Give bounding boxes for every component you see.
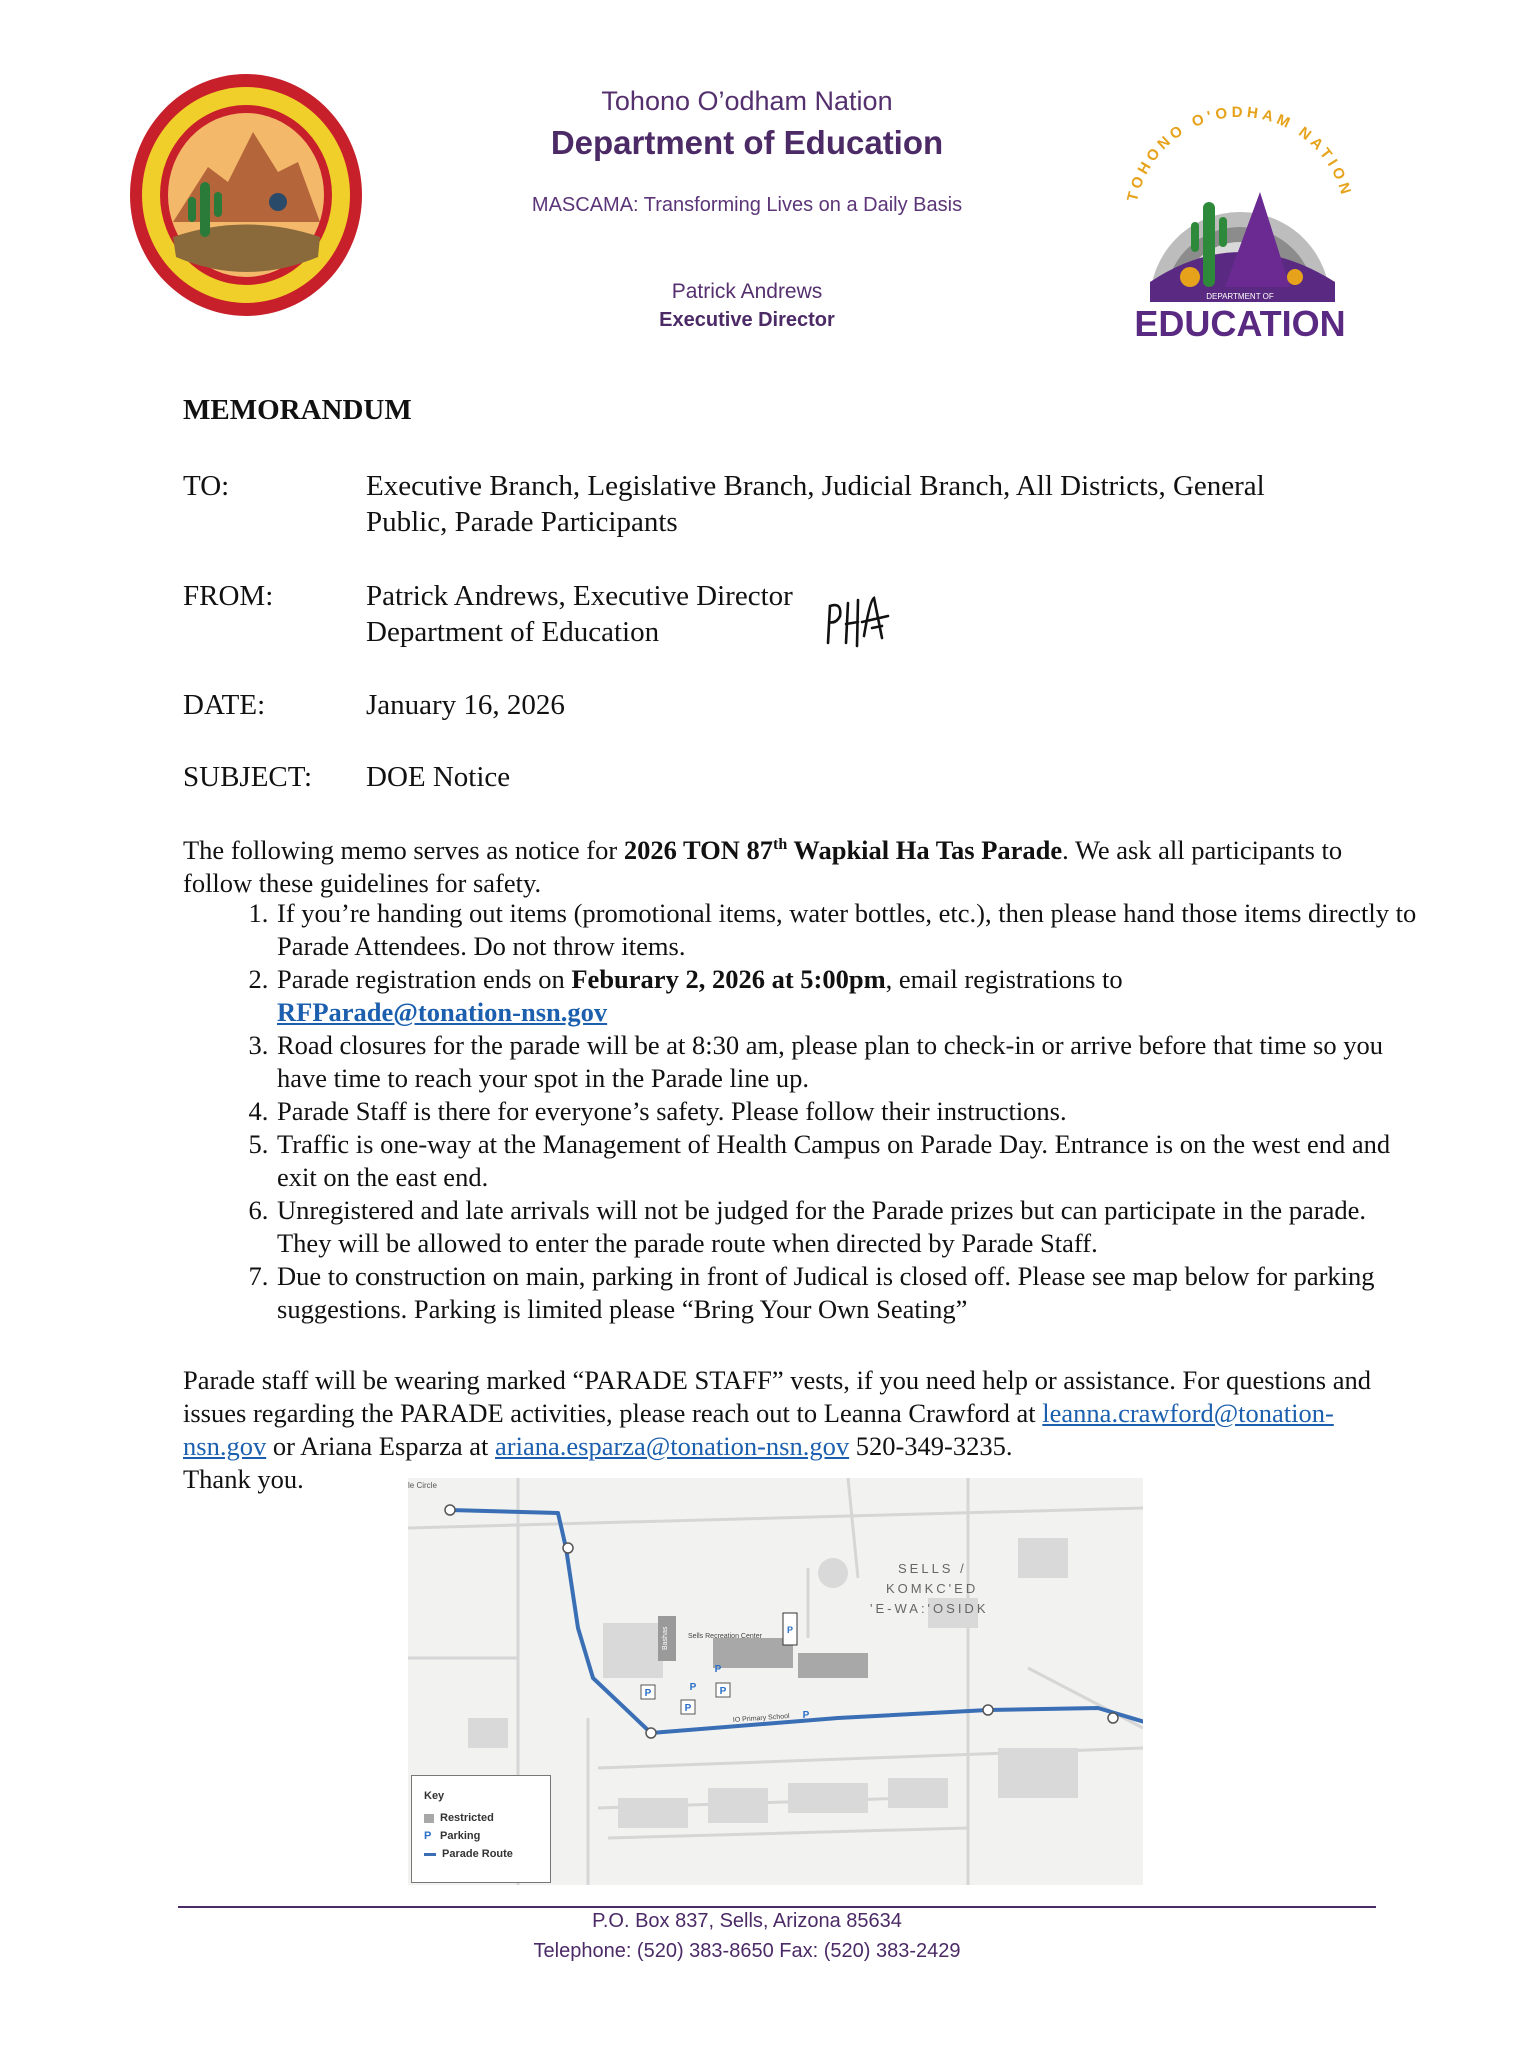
map-legend xyxy=(411,1775,551,1883)
school-label: IO Primary School xyxy=(732,1713,790,1724)
subject-value: DOE Notice xyxy=(366,761,511,793)
leanna-email-link[interactable]: leanna.crawford@tonation-nsn.gov xyxy=(183,1398,1334,1461)
bashas-label: Bashas xyxy=(662,1626,669,1650)
event-name: 2026 TON 87th Wapkial Ha Tas Parade xyxy=(623,834,1063,865)
legend-parking: Parking xyxy=(440,1830,481,1842)
rec-center-label: Sells Recreation Center xyxy=(688,1633,762,1640)
date-label: DATE: xyxy=(183,689,266,721)
parking-marker: P xyxy=(802,1710,810,1721)
registration-email-link[interactable]: RFParade@tonation-nsn.gov xyxy=(277,997,608,1027)
from-label: FROM: xyxy=(183,580,274,612)
from-value-line1: Patrick Andrews, Executive Director xyxy=(366,580,793,612)
intro-tail: . We ask all participants to follow these guidelines for safety. xyxy=(183,834,1343,898)
ariana-email-link[interactable]: ariana.esparza@tonation-nsn.gov xyxy=(495,1431,850,1461)
signature xyxy=(822,588,892,650)
intro-lead: The following memo serves as notice for xyxy=(183,834,624,865)
footer-address: P.O. Box 837, Sells, Arizona 85634 xyxy=(592,1910,902,1932)
subject-label: SUBJECT: xyxy=(183,761,313,793)
closing-paragraph: Parade staff will be wearing marked “PARADE STAFF” vests, if you need help or assistance. For questions and issues regarding the PARADE activities, please reach out to Leanna Crawford at leanna.crawford@tonation-nsn.gov or Ariana Esparza at ariana.esparza@tonation-nsn.gov 520-349-3235. Thank you. xyxy=(183,1365,1371,1494)
footer-phone: Telephone: (520) 383-8650 Fax: (520) 383-2429 xyxy=(533,1940,961,1962)
parking-marker: P xyxy=(644,1688,652,1699)
legend-route: Parade Route xyxy=(442,1848,513,1860)
guideline-item: 5. Traffic is one-way at the Management of Health Campus on Parade Day. Entrance is on the west end and exit on the east end. xyxy=(275,1128,1425,1194)
organization-name: Tohono O’odham Nation xyxy=(601,86,893,116)
guideline-item: 7. Due to construction on main, parking in front of Judical is closed off. Please see map below for parking suggestions. Parking is limited please “Bring Your Own Seating” xyxy=(275,1260,1425,1326)
thank-you: Thank you. xyxy=(183,1464,304,1494)
guideline-item: 4. Parade Staff is there for everyone’s safety. Please follow their instructions. xyxy=(275,1095,1425,1128)
guidelines-list xyxy=(221,897,1425,1326)
tagline: MASCAMA: Transforming Lives on a Daily Basis xyxy=(531,194,963,216)
map-circle-label: le Circle xyxy=(408,1481,437,1490)
department-name: Department of Education xyxy=(550,124,944,161)
department-education-logo xyxy=(1095,72,1385,347)
from-value-line2: Department of Education xyxy=(366,616,660,648)
logo-arc-text: TOHONO O'ODHAM NATION xyxy=(1124,103,1356,204)
director-name: Patrick Andrews xyxy=(671,280,823,303)
date-value: January 16, 2026 xyxy=(366,689,565,721)
memo-title: MEMORANDUM xyxy=(183,394,412,426)
legend-title: Key xyxy=(424,1790,445,1802)
route-swatch xyxy=(424,1853,436,1856)
intro-paragraph xyxy=(183,828,1363,900)
place-label-line3: 'E-WA:'OSIDK xyxy=(870,1601,989,1616)
guideline-item: 3. Road closures for the parade will be at 8:30 am, please plan to check-in or arrive before that time so you have time to reach your spot in the Parade line up. xyxy=(275,1029,1425,1095)
footer-divider xyxy=(178,1906,1376,1908)
parking-marker: P xyxy=(786,1625,794,1635)
guideline-item: 2. Parade registration ends on Feburary 2, 2026 at 5:00pm, email registrations to RFParade@tonation-nsn.gov xyxy=(275,963,1425,1029)
restricted-swatch xyxy=(424,1814,434,1823)
logo-education-text: EDUCATION xyxy=(1134,303,1346,344)
svg-text:TOHONO O'ODHAM NATION xyxy=(1124,104,1355,203)
parking-marker: P xyxy=(719,1686,727,1697)
legend-restricted: Restricted xyxy=(440,1812,494,1824)
logo-small-text: DEPARTMENT OF xyxy=(1206,292,1274,301)
place-label-line2: KOMKC'ED xyxy=(886,1581,979,1596)
to-value-line2: Public, Parade Participants xyxy=(366,506,678,538)
parking-marker: P xyxy=(689,1682,697,1693)
director-title: Executive Director xyxy=(659,309,835,331)
to-label: TO: xyxy=(183,470,230,502)
to-value-line1: Executive Branch, Legislative Branch, Judicial Branch, All Districts, General xyxy=(366,470,1265,502)
parking-swatch: P xyxy=(424,1830,432,1842)
guideline-item: 6. Unregistered and late arrivals will not be judged for the Parade prizes but can participate in the parade. They will be allowed to enter the parade route when directed by Parade Staff. xyxy=(275,1194,1425,1260)
nation-seal-logo xyxy=(128,72,364,318)
parking-marker: P xyxy=(714,1664,722,1675)
guideline-item: 1. If you’re handing out items (promotional items, water bottles, etc.), then please hand those items directly to Parade Attendees. Do not throw items. xyxy=(275,897,1425,963)
place-label-line1: SELLS / xyxy=(898,1561,967,1576)
parking-marker: P xyxy=(684,1703,692,1714)
